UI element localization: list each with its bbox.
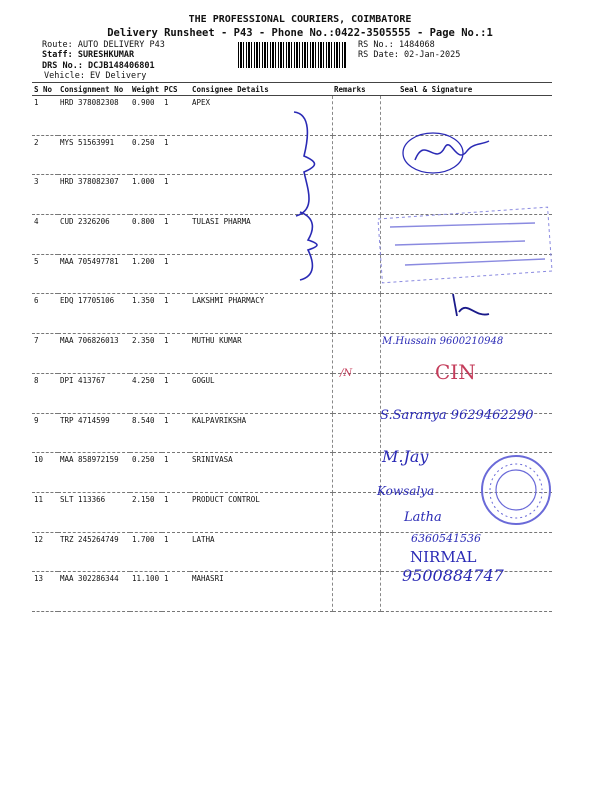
row-consignment: TRP 4714599 [58,413,130,453]
row-pcs: 1 [162,96,190,136]
row-consignee: LATHA [190,532,332,572]
row-remarks [332,96,380,136]
column-header: Remarks [332,83,380,96]
row-sno: 4 [32,215,58,255]
row-sno: 5 [32,254,58,294]
row-weight: 1.000 [130,175,162,215]
row-sno: 11 [32,492,58,532]
row-consignee: KALPAVRIKSHA [190,413,332,453]
row-remarks [332,135,380,175]
row-sno: 1 [32,96,58,136]
row-sno: 3 [32,175,58,215]
staff-label: Staff: SURESHKUMAR [42,50,135,60]
initial-mark [445,290,495,322]
signature-row-11: Kowsalya [377,484,435,498]
company-round-stamp [478,452,554,528]
signature-scribble [395,125,495,180]
column-header: S No [32,83,58,96]
signature-row-13-phone: 9500884747 [402,566,504,585]
row-pcs: 1 [162,334,190,374]
route-label: Route: AUTO DELIVERY P43 [42,40,165,50]
brace-marks [290,100,330,290]
row-sno: 7 [32,334,58,374]
row-sno: 6 [32,294,58,334]
row-sno: 9 [32,413,58,453]
row-consignment: EDQ 17705106 [58,294,130,334]
row-pcs: 1 [162,373,190,413]
row-remarks [332,175,380,215]
row-consignment: MYS 51563991 [58,135,130,175]
pharmacy-stamp [375,205,565,285]
row-sno: 13 [32,572,58,612]
column-header: Seal & Signature [380,83,552,96]
row-sno: 10 [32,453,58,493]
table-row [32,492,552,532]
row-remarks [332,492,380,532]
row-remarks [332,215,380,255]
table-header-row [32,83,552,96]
row-weight: 11.100 [130,572,162,612]
row-weight: 8.540 [130,413,162,453]
row-consignment: SLT 113366 [58,492,130,532]
row-consignment: MAA 302286344 [58,572,130,612]
row-consignee: PRODUCT CONTROL [190,492,332,532]
row-remarks [332,373,380,413]
row-consignee: LAKSHMI PHARMACY [190,294,332,334]
signature-row-13-name: NIRMAL [410,548,477,566]
column-header: Consignment No [58,83,130,96]
signature-row-12-phone: 6360541536 [411,532,481,545]
row-consignment: TRZ 245264749 [58,532,130,572]
rs-number: RS No.: 1484068 [358,40,435,50]
row-pcs: 1 [162,135,190,175]
row-weight: 4.250 [130,373,162,413]
row-remarks [332,453,380,493]
row-remarks [332,572,380,612]
row-remarks [332,532,380,572]
row-remarks [332,254,380,294]
row-pcs: 1 [162,215,190,255]
row-consignment: MAA 705497781 [58,254,130,294]
row-weight: 2.350 [130,334,162,374]
barcode-image [238,42,346,68]
remark-mark-row-8: /N [340,368,353,379]
row-pcs: 1 [162,492,190,532]
row-weight: 1.350 [130,294,162,334]
row-consignee: MAHASRI [190,572,332,612]
row-consignee: GOGUL [190,373,332,413]
row-pcs: 1 [162,175,190,215]
row-consignment: HRD 378082307 [58,175,130,215]
row-weight: 1.700 [130,532,162,572]
drs-number: DRS No.: DCJB148406801 [42,61,155,71]
row-weight: 2.150 [130,492,162,532]
row-sno: 8 [32,373,58,413]
row-pcs: 1 [162,453,190,493]
row-pcs: 1 [162,572,190,612]
column-header: Consignee Details [190,83,332,96]
row-pcs: 1 [162,532,190,572]
row-remarks [332,413,380,453]
row-pcs: 1 [162,254,190,294]
signature-row-9: S.Saranya 9629462290 [380,408,534,423]
row-consignment: MAA 858972159 [58,453,130,493]
row-consignee: TULASI PHARMA [190,215,332,255]
row-weight: 0.800 [130,215,162,255]
row-consignment: DPI 413767 [58,373,130,413]
row-remarks [332,294,380,334]
row-pcs: 1 [162,413,190,453]
runsheet-title: Delivery Runsheet - P43 - Phone No.:0422-3505555 - Page No.:1 [107,27,493,39]
signature-row-7: M.Hussain 9600210948 [382,336,504,347]
row-weight: 1.200 [130,254,162,294]
row-consignment: HRD 378082308 [58,96,130,136]
row-weight: 0.250 [130,135,162,175]
row-pcs: 1 [162,294,190,334]
vehicle-label: Vehicle: EV Delivery [44,71,147,81]
row-consignee: SRINIVASA [190,453,332,493]
signature-row-10: M.Jay [382,447,429,466]
row-consignment: CUD 2326206 [58,215,130,255]
row-sno: 2 [32,135,58,175]
column-header: PCS [162,83,190,96]
column-header: Weight [130,83,162,96]
row-consignee: MUTHU KUMAR [190,334,332,374]
row-consignee: APEX [190,96,332,136]
row-weight: 0.250 [130,453,162,493]
row-weight: 0.900 [130,96,162,136]
company-name: THE PROFESSIONAL COURIERS, COIMBATORE [188,14,412,25]
signature-row-12-name: Latha [404,510,442,525]
rs-date: RS Date: 02-Jan-2025 [358,50,461,60]
row-sno: 12 [32,532,58,572]
table-row [32,453,552,493]
row-consignment: MAA 706826013 [58,334,130,374]
signature-row-8: CIN [435,360,476,384]
